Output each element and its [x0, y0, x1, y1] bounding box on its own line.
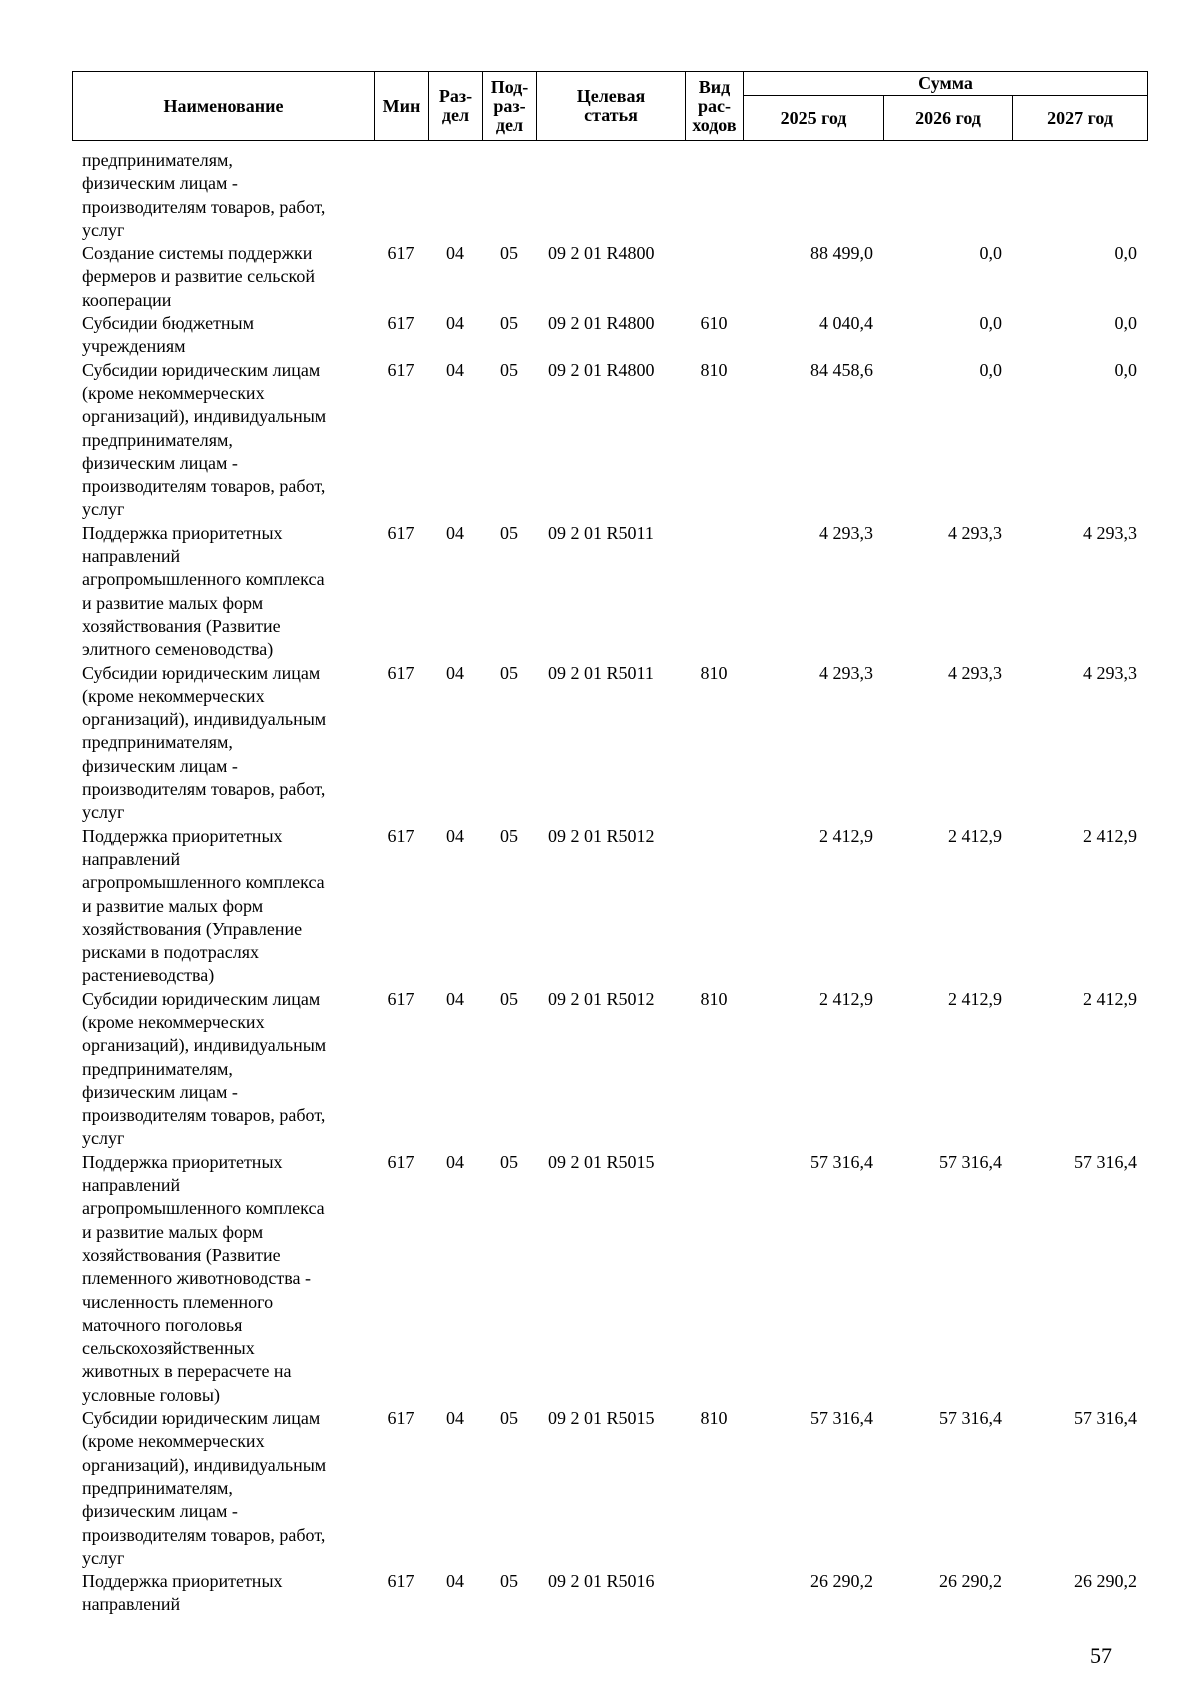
table-row	[72, 1151, 1147, 1407]
cell-name-line: и развитие малых форм	[82, 1221, 264, 1242]
table-body	[72, 149, 1147, 1617]
cell-min: 617	[387, 243, 415, 264]
cell-name-line: предпринимателям,	[82, 732, 233, 753]
cell-razdel: 04	[446, 988, 464, 1009]
cell-name-line: направлений	[82, 1175, 181, 1196]
header-year-2027: 2027 год	[1013, 96, 1148, 141]
cell-name-line: Поддержка приоритетных	[82, 825, 283, 846]
cell-amount-2027	[1012, 149, 1147, 242]
cell-name-line: направлений	[82, 1594, 181, 1615]
header-razdel-line: дел	[441, 105, 470, 125]
cell-name	[72, 359, 374, 522]
cell-vid	[685, 1151, 743, 1407]
cell-name-line: Субсидии бюджетным	[82, 313, 255, 334]
cell-min: 617	[387, 988, 415, 1009]
cell-podrazdel: 05	[500, 243, 518, 264]
cell-name-line: направлений	[82, 848, 181, 869]
cell-name-line: услуг	[82, 499, 125, 520]
table-row	[72, 149, 1147, 242]
cell-target: 09 2 01 R5015	[548, 1151, 655, 1172]
cell-name-line: численность племенного	[82, 1291, 274, 1312]
cell-podrazdel: 05	[500, 988, 518, 1009]
header-name: Наименование	[73, 72, 375, 141]
cell-vid: 810	[700, 1408, 728, 1429]
cell-name	[72, 149, 374, 242]
cell-min: 617	[387, 1151, 415, 1172]
cell-amount-2026: 57 316,4	[939, 1151, 1002, 1172]
table-row	[72, 242, 1147, 312]
cell-amount-2027: 57 316,4	[1074, 1408, 1137, 1429]
cell-podrazdel: 05	[500, 313, 518, 334]
cell-name-line: и развитие малых форм	[82, 895, 264, 916]
cell-name-line: производителям товаров, работ,	[82, 779, 326, 800]
cell-name-line: Поддержка приоритетных	[82, 1151, 283, 1172]
cell-name-line: (кроме некоммерческих	[82, 382, 265, 403]
cell-razdel: 04	[446, 243, 464, 264]
cell-podrazdel: 05	[500, 825, 518, 846]
cell-name-line: производителям товаров, работ,	[82, 1524, 326, 1545]
cell-min: 617	[387, 662, 415, 683]
cell-name-line: (кроме некоммерческих	[82, 685, 265, 706]
cell-name-line: физическим лицам -	[82, 755, 238, 776]
cell-name-line: предпринимателям,	[82, 150, 233, 170]
cell-name-line: физическим лицам -	[82, 1081, 238, 1102]
cell-name-line: предпринимателям,	[82, 1058, 233, 1079]
cell-name-line: учреждениям	[82, 336, 186, 357]
cell-vid	[685, 825, 743, 988]
cell-amount-2025	[743, 149, 883, 242]
cell-name-line: маточного поголовья	[82, 1314, 243, 1335]
cell-name-line: услуг	[82, 219, 125, 240]
cell-name-line: и развитие малых форм	[82, 592, 264, 613]
cell-target: 09 2 01 R5015	[548, 1408, 655, 1429]
cell-name-line: условные головы)	[82, 1384, 220, 1405]
header-vid	[686, 72, 744, 141]
header-target-line: Целевая	[576, 86, 646, 106]
cell-name-line: производителям товаров, работ,	[82, 476, 326, 497]
cell-vid: 810	[700, 662, 728, 683]
header-podrazdel-line: Под-	[490, 76, 529, 97]
cell-name-line: услуг	[82, 1128, 125, 1149]
cell-razdel: 04	[446, 313, 464, 334]
cell-podrazdel: 05	[500, 662, 518, 683]
header-podrazdel-line: раз-	[493, 95, 526, 116]
cell-name	[72, 1570, 374, 1617]
cell-target: 09 2 01 R4800	[548, 243, 655, 264]
cell-razdel: 04	[446, 359, 464, 380]
cell-amount-2026: 4 293,3	[948, 662, 1002, 683]
cell-name-line: элитного семеноводства)	[82, 639, 274, 660]
cell-name	[72, 242, 374, 312]
cell-amount-2025: 57 316,4	[810, 1408, 873, 1429]
table-row	[72, 662, 1147, 825]
cell-name-line: агропромышленного комплекса	[82, 1198, 325, 1219]
cell-amount-2025: 2 412,9	[819, 825, 873, 846]
cell-name-line: Субсидии юридическим лицам	[82, 988, 321, 1009]
cell-vid	[685, 1570, 743, 1617]
cell-name-line: агропромышленного комплекса	[82, 569, 325, 590]
cell-amount-2027: 0,0	[1114, 243, 1137, 264]
header-year-2026: 2026 год	[884, 96, 1013, 141]
cell-amount-2027: 26 290,2	[1074, 1571, 1137, 1592]
cell-amount-2025: 4 040,4	[819, 313, 873, 334]
cell-name-line: сельскохозяйственных	[82, 1338, 255, 1359]
cell-amount-2027: 2 412,9	[1083, 825, 1137, 846]
cell-amount-2025: 57 316,4	[810, 1151, 873, 1172]
cell-vid: 610	[700, 313, 728, 334]
cell-name	[72, 662, 374, 825]
cell-podrazdel: 05	[500, 1571, 518, 1592]
cell-target: 09 2 01 R5011	[548, 522, 654, 543]
cell-name-line: (кроме некоммерческих	[82, 1431, 265, 1452]
header-razdel	[429, 72, 483, 141]
cell-name-line: рисками в подотраслях	[82, 942, 259, 963]
cell-amount-2026	[883, 149, 1012, 242]
cell-name-line: физическим лицам -	[82, 173, 238, 194]
cell-razdel: 04	[446, 1408, 464, 1429]
cell-amount-2025: 88 499,0	[810, 243, 873, 264]
cell-name-line: Поддержка приоритетных	[82, 522, 283, 543]
budget-table	[72, 149, 1147, 1617]
cell-name	[72, 522, 374, 662]
cell-amount-2026: 26 290,2	[939, 1571, 1002, 1592]
cell-name-line: хозяйствования (Управление	[82, 918, 303, 939]
header-vid-line: Вид	[698, 76, 731, 97]
cell-name	[72, 988, 374, 1151]
cell-name-line: услуг	[82, 802, 125, 823]
cell-amount-2025: 26 290,2	[810, 1571, 873, 1592]
cell-name-line: хозяйствования (Развитие	[82, 1244, 281, 1265]
cell-name-line: производителям товаров, работ,	[82, 196, 326, 217]
cell-name-line: животных в перерасчете на	[82, 1361, 292, 1382]
cell-name-line: физическим лицам -	[82, 452, 238, 473]
cell-target: 09 2 01 R5016	[548, 1571, 655, 1592]
header-min: Мин	[375, 72, 429, 141]
cell-amount-2026: 2 412,9	[948, 988, 1002, 1009]
cell-amount-2025: 4 293,3	[819, 522, 873, 543]
cell-min: 617	[387, 1571, 415, 1592]
table-row	[72, 825, 1147, 988]
header-target	[537, 72, 686, 141]
header-target-line: статья	[584, 105, 638, 125]
cell-name-line: хозяйствования (Развитие	[82, 615, 281, 636]
cell-amount-2025: 2 412,9	[819, 988, 873, 1009]
cell-amount-2027: 57 316,4	[1074, 1151, 1137, 1172]
table-row	[72, 1570, 1147, 1617]
cell-target: 09 2 01 R4800	[548, 359, 655, 380]
cell-amount-2026: 0,0	[979, 313, 1002, 334]
header-vid-line: ходов	[692, 114, 737, 135]
cell-podrazdel	[482, 149, 536, 242]
cell-name-line: Субсидии юридическим лицам	[82, 359, 321, 380]
header-razdel-line: Раз-	[438, 86, 473, 106]
cell-name-line: предпринимателям,	[82, 1477, 233, 1498]
cell-name-line: физическим лицам -	[82, 1501, 238, 1522]
cell-amount-2027: 0,0	[1114, 313, 1137, 334]
cell-name-line: Субсидии юридическим лицам	[82, 1408, 321, 1429]
cell-amount-2027: 4 293,3	[1083, 662, 1137, 683]
cell-name-line: (кроме некоммерческих	[82, 1011, 265, 1032]
cell-min: 617	[387, 313, 415, 334]
cell-target	[536, 149, 685, 242]
header-vid-line: рас-	[698, 95, 731, 116]
cell-name-line: агропромышленного комплекса	[82, 872, 325, 893]
cell-name-line: племенного животноводства -	[82, 1268, 312, 1289]
cell-target: 09 2 01 R5012	[548, 825, 655, 846]
cell-name-line: направлений	[82, 546, 181, 567]
table-row	[72, 1407, 1147, 1570]
cell-name-line: услуг	[82, 1547, 125, 1568]
cell-amount-2026: 0,0	[979, 359, 1002, 380]
cell-amount-2025: 4 293,3	[819, 662, 873, 683]
cell-target: 09 2 01 R5011	[548, 662, 654, 683]
table-row	[72, 522, 1147, 662]
table-row	[72, 988, 1147, 1151]
cell-name	[72, 1151, 374, 1407]
cell-name-line: организаций), индивидуальным	[82, 1035, 327, 1056]
page-number: 57	[1090, 1643, 1112, 1668]
cell-name	[72, 312, 374, 359]
cell-amount-2026: 0,0	[979, 243, 1002, 264]
cell-min: 617	[387, 825, 415, 846]
cell-amount-2026: 4 293,3	[948, 522, 1002, 543]
cell-min: 617	[387, 522, 415, 543]
cell-vid	[685, 149, 743, 242]
cell-min	[374, 149, 428, 242]
header-summa: Сумма	[744, 72, 1148, 96]
cell-podrazdel: 05	[500, 1151, 518, 1172]
cell-name-line: производителям товаров, работ,	[82, 1105, 326, 1126]
cell-name-line: Субсидии юридическим лицам	[82, 662, 321, 683]
cell-razdel: 04	[446, 1571, 464, 1592]
cell-amount-2026: 57 316,4	[939, 1408, 1002, 1429]
cell-name-line: организаций), индивидуальным	[82, 1454, 327, 1475]
cell-name-line: Поддержка приоритетных	[82, 1571, 283, 1592]
cell-name	[72, 825, 374, 988]
cell-amount-2025: 84 458,6	[810, 359, 873, 380]
cell-target: 09 2 01 R4800	[548, 313, 655, 334]
table-row	[72, 359, 1147, 522]
cell-amount-2026: 2 412,9	[948, 825, 1002, 846]
cell-name-line: предпринимателям,	[82, 429, 233, 450]
cell-name-line: фермеров и развитие сельской	[82, 266, 315, 287]
cell-amount-2027: 2 412,9	[1083, 988, 1137, 1009]
cell-name-line: организаций), индивидуальным	[82, 406, 327, 427]
cell-razdel	[428, 149, 482, 242]
header-year-2025: 2025 год	[744, 96, 884, 141]
cell-target: 09 2 01 R5012	[548, 988, 655, 1009]
cell-amount-2027: 4 293,3	[1083, 522, 1137, 543]
cell-name-line: кооперации	[82, 289, 172, 310]
cell-name-line: растениеводства)	[82, 965, 215, 986]
cell-podrazdel: 05	[500, 1408, 518, 1429]
cell-razdel: 04	[446, 522, 464, 543]
cell-name-line: Создание системы поддержки	[82, 243, 313, 264]
header-podrazdel	[483, 72, 537, 141]
cell-vid: 810	[700, 988, 728, 1009]
cell-razdel: 04	[446, 662, 464, 683]
cell-razdel: 04	[446, 825, 464, 846]
cell-vid	[685, 242, 743, 312]
header-podrazdel-line: дел	[495, 114, 524, 135]
cell-min: 617	[387, 1408, 415, 1429]
cell-podrazdel: 05	[500, 359, 518, 380]
table-header	[72, 71, 1148, 141]
cell-vid	[685, 522, 743, 662]
cell-vid: 810	[700, 359, 728, 380]
cell-min: 617	[387, 359, 415, 380]
cell-razdel: 04	[446, 1151, 464, 1172]
cell-amount-2027: 0,0	[1114, 359, 1137, 380]
table-row	[72, 312, 1147, 359]
cell-name-line: организаций), индивидуальным	[82, 709, 327, 730]
cell-podrazdel: 05	[500, 522, 518, 543]
cell-name	[72, 1407, 374, 1570]
